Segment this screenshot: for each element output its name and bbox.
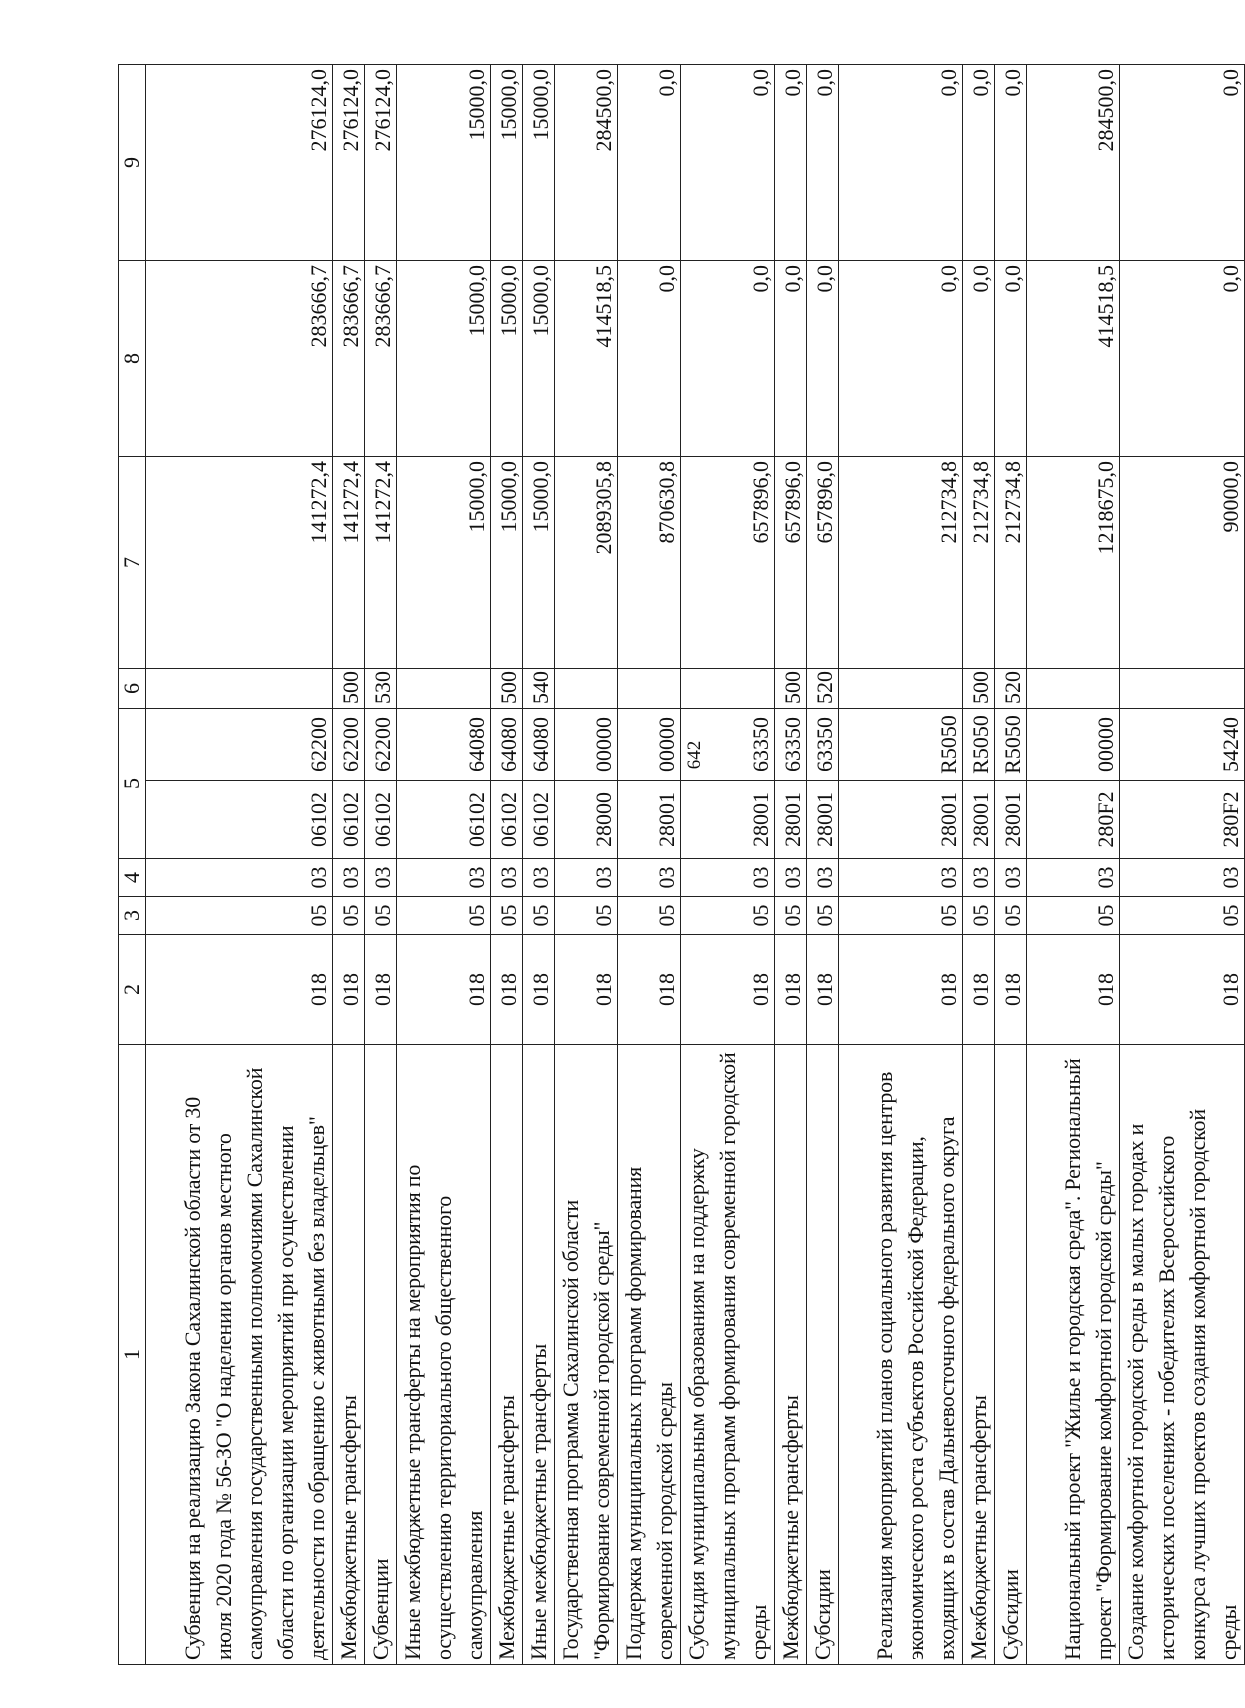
row-description: Реализация мероприятий планов социального развития центров экономического роста субъектов Российской Федерации, входящих в состав Дальневосточного федерального округа: [839, 1045, 963, 1665]
col-program-code: 06102: [146, 781, 333, 859]
col-amount-9: 0,0: [618, 65, 681, 261]
col-amount-8: 0,0: [775, 261, 807, 457]
col-ministry-code: 018: [995, 935, 1027, 1045]
col-amount-9: 0,0: [839, 65, 963, 261]
col-section-code: 05: [681, 897, 775, 935]
col-subsection-code: 03: [365, 859, 397, 897]
col-section-code: 05: [397, 897, 491, 935]
col-amount-9: 0,0: [807, 65, 839, 261]
col-amount-9: 0,0: [775, 65, 807, 261]
row-description: Субвенции: [365, 1045, 397, 1665]
col-expense-type: 500: [333, 669, 365, 709]
row-description: Субвенция на реализацию Закона Сахалинской области от 30 июля 2020 года № 56-ЗО "О наделении органов местного самоуправления государственными полномочиями Сахалинской области по организации мероприятий при осуществлении деятельности по обращению с животными без владельцев": [146, 1045, 333, 1665]
table-row: [523, 65, 555, 1665]
col-ministry-code: 018: [681, 935, 775, 1045]
col-direction-code: 64080: [397, 709, 491, 781]
col-amount-7: 657896,0: [681, 457, 775, 669]
col-amount-8: 0,0: [807, 261, 839, 457]
row-description: Иные межбюджетные трансферты: [523, 1045, 555, 1665]
header-cell: 3: [119, 897, 146, 935]
col-ministry-code: 018: [397, 935, 491, 1045]
col-expense-type: 530: [365, 669, 397, 709]
col-program-code: 280F2: [1027, 781, 1120, 859]
col-ministry-code: 018: [555, 935, 618, 1045]
col-subsection-code: 03: [963, 859, 995, 897]
table-row: [1027, 65, 1120, 1665]
col-expense-type: 540: [523, 669, 555, 709]
col-amount-9: 15000,0: [491, 65, 523, 261]
table-row: [146, 65, 333, 1665]
col-program-code: 06102: [365, 781, 397, 859]
col-expense-type: [1120, 669, 1245, 709]
col-amount-8: 414518,5: [555, 261, 618, 457]
row-description: Субсидии: [807, 1045, 839, 1665]
header-cell: 6: [119, 669, 146, 709]
header-cell: 9: [119, 65, 146, 261]
row-description: Создание комфортной городской среды в малых городах и исторических поселениях - победителях Всероссийского конкурса лучших проектов создания комфортной городской среды: [1120, 1045, 1245, 1665]
col-section-code: 05: [1027, 897, 1120, 935]
col-amount-7: 141272,4: [146, 457, 333, 669]
col-ministry-code: 018: [1027, 935, 1120, 1045]
table-row: [397, 65, 491, 1665]
col-amount-7: 15000,0: [523, 457, 555, 669]
col-amount-9: 276124,0: [333, 65, 365, 261]
table-row: [491, 65, 523, 1665]
col-subsection-code: 03: [333, 859, 365, 897]
row-description: Поддержка муниципальных программ формирования современной городской среды: [618, 1045, 681, 1665]
col-ministry-code: 018: [807, 935, 839, 1045]
table-row: [333, 65, 365, 1665]
col-expense-type: 500: [775, 669, 807, 709]
col-section-code: 05: [807, 897, 839, 935]
col-section-code: 05: [995, 897, 1027, 935]
budget-table-rotated: [118, 65, 1243, 1665]
col-amount-9: 276124,0: [146, 65, 333, 261]
col-subsection-code: 03: [491, 859, 523, 897]
col-subsection-code: 03: [807, 859, 839, 897]
col-direction-code: 54240: [1120, 709, 1245, 781]
table-row: [963, 65, 995, 1665]
col-subsection-code: 03: [1027, 859, 1120, 897]
row-description: Национальный проект "Жилье и городская среда". Региональный проект "Формирование комфортной городской среды": [1027, 1045, 1120, 1665]
row-description: Субсидия муниципальным образованиям на поддержку муниципальных программ формирования современной городской среды: [681, 1045, 775, 1665]
col-ministry-code: 018: [146, 935, 333, 1045]
table-row: [365, 65, 397, 1665]
col-direction-code: R5050: [839, 709, 963, 781]
col-section-code: 05: [963, 897, 995, 935]
col-ministry-code: 018: [491, 935, 523, 1045]
col-subsection-code: 03: [618, 859, 681, 897]
col-ministry-code: 018: [523, 935, 555, 1045]
col-expense-type: 500: [491, 669, 523, 709]
col-subsection-code: 03: [397, 859, 491, 897]
col-expense-type: 520: [807, 669, 839, 709]
col-amount-8: 0,0: [963, 261, 995, 457]
col-program-code: 06102: [333, 781, 365, 859]
row-description: Межбюджетные трансферты: [775, 1045, 807, 1665]
col-direction-code: 00000: [555, 709, 618, 781]
col-direction-code: 64080: [491, 709, 523, 781]
col-program-code: 28001: [839, 781, 963, 859]
col-expense-type: [397, 669, 491, 709]
header-cell: 2: [119, 935, 146, 1045]
budget-table: [118, 64, 1245, 1665]
col-amount-7: 141272,4: [365, 457, 397, 669]
col-subsection-code: 03: [775, 859, 807, 897]
col-subsection-code: 03: [839, 859, 963, 897]
col-program-code: 06102: [523, 781, 555, 859]
col-direction-code: 64080: [523, 709, 555, 781]
col-program-code: 28001: [807, 781, 839, 859]
col-section-code: 05: [1120, 897, 1245, 935]
row-description: Межбюджетные трансферты: [963, 1045, 995, 1665]
header-cell: 8: [119, 261, 146, 457]
col-amount-7: 90000,0: [1120, 457, 1245, 669]
col-amount-8: 0,0: [681, 261, 775, 457]
col-expense-type: [618, 669, 681, 709]
table-row: [839, 65, 963, 1665]
col-amount-7: 1218675,0: [1027, 457, 1120, 669]
col-expense-type: 520: [995, 669, 1027, 709]
col-ministry-code: 018: [333, 935, 365, 1045]
col-amount-8: 414518,5: [1027, 261, 1120, 457]
col-direction-code: 63350: [807, 709, 839, 781]
col-direction-code: R5050: [995, 709, 1027, 781]
col-section-code: 05: [555, 897, 618, 935]
col-program-code: 28001: [681, 781, 775, 859]
col-program-code: 28001: [995, 781, 1027, 859]
col-amount-8: 0,0: [618, 261, 681, 457]
col-direction-code: 62200: [365, 709, 397, 781]
col-amount-7: 657896,0: [807, 457, 839, 669]
row-description: Межбюджетные трансферты: [333, 1045, 365, 1665]
col-expense-type: [146, 669, 333, 709]
col-amount-8: 15000,0: [523, 261, 555, 457]
col-program-code: 28000: [555, 781, 618, 859]
col-section-code: 05: [523, 897, 555, 935]
col-amount-8: 283666,7: [146, 261, 333, 457]
col-subsection-code: 03: [995, 859, 1027, 897]
header-cell: 7: [119, 457, 146, 669]
table-row: [995, 65, 1027, 1665]
col-ministry-code: 018: [1120, 935, 1245, 1045]
col-section-code: 05: [146, 897, 333, 935]
col-section-code: 05: [618, 897, 681, 935]
col-direction-code: 63350: [681, 709, 775, 781]
col-amount-7: 212734,8: [839, 457, 963, 669]
col-section-code: 05: [839, 897, 963, 935]
page-number: 642: [684, 740, 705, 770]
col-amount-8: 15000,0: [397, 261, 491, 457]
col-amount-7: 2089305,8: [555, 457, 618, 669]
col-program-code: 28001: [775, 781, 807, 859]
col-expense-type: 500: [963, 669, 995, 709]
col-amount-8: 283666,7: [365, 261, 397, 457]
table-row: [681, 65, 775, 1665]
col-section-code: 05: [333, 897, 365, 935]
col-expense-type: [839, 669, 963, 709]
col-direction-code: 00000: [1027, 709, 1120, 781]
col-direction-code: 63350: [775, 709, 807, 781]
header-row: [119, 65, 146, 1665]
col-ministry-code: 018: [839, 935, 963, 1045]
col-subsection-code: 03: [681, 859, 775, 897]
col-subsection-code: 03: [523, 859, 555, 897]
row-description: Межбюджетные трансферты: [491, 1045, 523, 1665]
col-program-code: 28001: [963, 781, 995, 859]
col-program-code: 28001: [618, 781, 681, 859]
col-section-code: 05: [775, 897, 807, 935]
header-cell: 5: [119, 709, 146, 859]
col-amount-8: 15000,0: [491, 261, 523, 457]
col-amount-9: 276124,0: [365, 65, 397, 261]
col-direction-code: 62200: [333, 709, 365, 781]
col-section-code: 05: [491, 897, 523, 935]
col-program-code: 280F2: [1120, 781, 1245, 859]
col-amount-9: 0,0: [681, 65, 775, 261]
col-expense-type: [681, 669, 775, 709]
col-amount-7: 141272,4: [333, 457, 365, 669]
col-amount-8: 283666,7: [333, 261, 365, 457]
col-amount-9: 284500,0: [1027, 65, 1120, 261]
col-amount-9: 15000,0: [523, 65, 555, 261]
col-amount-7: 870630,8: [618, 457, 681, 669]
col-ministry-code: 018: [618, 935, 681, 1045]
row-description: Государственная программа Сахалинской области "Формирование современной городской среды": [555, 1045, 618, 1665]
table-row: [555, 65, 618, 1665]
header-cell: 4: [119, 859, 146, 897]
col-subsection-code: 03: [146, 859, 333, 897]
col-ministry-code: 018: [365, 935, 397, 1045]
col-amount-9: 0,0: [995, 65, 1027, 261]
table-row: [618, 65, 681, 1665]
row-description: Субсидии: [995, 1045, 1027, 1665]
col-subsection-code: 03: [555, 859, 618, 897]
col-program-code: 06102: [397, 781, 491, 859]
col-expense-type: [555, 669, 618, 709]
col-ministry-code: 018: [775, 935, 807, 1045]
col-amount-7: 15000,0: [491, 457, 523, 669]
col-expense-type: [1027, 669, 1120, 709]
header-cell: 1: [119, 1045, 146, 1665]
col-ministry-code: 018: [963, 935, 995, 1045]
col-section-code: 05: [365, 897, 397, 935]
col-amount-9: 0,0: [1120, 65, 1245, 261]
col-direction-code: 00000: [618, 709, 681, 781]
table-row: [1120, 65, 1245, 1665]
col-amount-7: 212734,8: [995, 457, 1027, 669]
col-direction-code: 62200: [146, 709, 333, 781]
col-amount-9: 0,0: [963, 65, 995, 261]
table-row: [775, 65, 807, 1665]
row-description: Иные межбюджетные трансферты на мероприятия по осуществлению территориального общественного самоуправления: [397, 1045, 491, 1665]
col-program-code: 06102: [491, 781, 523, 859]
col-amount-8: 0,0: [995, 261, 1027, 457]
col-amount-7: 212734,8: [963, 457, 995, 669]
col-subsection-code: 03: [1120, 859, 1245, 897]
col-amount-7: 15000,0: [397, 457, 491, 669]
col-amount-9: 284500,0: [555, 65, 618, 261]
col-amount-8: 0,0: [839, 261, 963, 457]
table-row: [807, 65, 839, 1665]
col-direction-code: R5050: [963, 709, 995, 781]
col-amount-7: 657896,0: [775, 457, 807, 669]
col-amount-9: 15000,0: [397, 65, 491, 261]
col-amount-8: 0,0: [1120, 261, 1245, 457]
